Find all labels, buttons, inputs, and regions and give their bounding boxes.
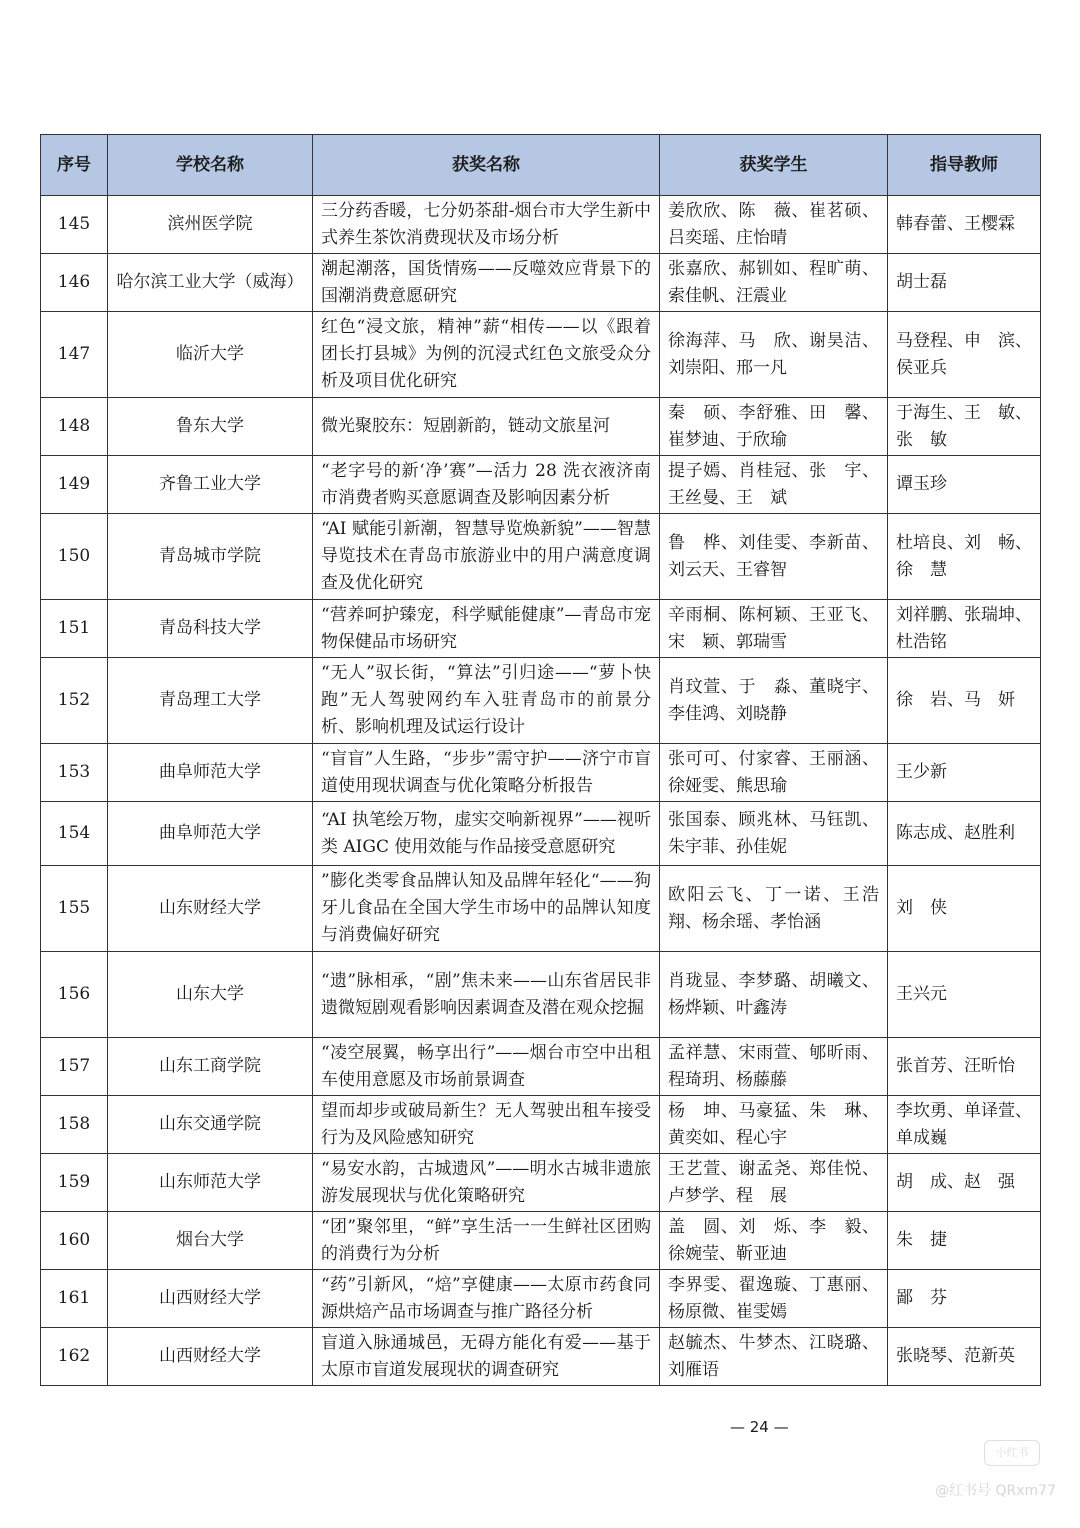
header-students: 获奖学生 bbox=[660, 135, 888, 196]
table-row bbox=[41, 1328, 1041, 1386]
cell-teachers: 徐 岩、马 妍 bbox=[888, 658, 1041, 744]
cell-teachers: 王少新 bbox=[888, 744, 1041, 802]
cell-students: 李界雯、翟逸璇、丁惠丽、杨原微、崔雯嫣 bbox=[660, 1270, 888, 1328]
cell-num: 145 bbox=[41, 196, 108, 254]
cell-students: 杨 坤、马豪猛、朱 琳、黄奕如、程心宇 bbox=[660, 1096, 888, 1154]
cell-title: “盲盲”人生路，“步步”需守护——济宁市盲道使用现状调查与优化策略分析报告 bbox=[313, 744, 660, 802]
cell-num: 153 bbox=[41, 744, 108, 802]
cell-num: 151 bbox=[41, 600, 108, 658]
cell-students: 赵毓杰、牛梦杰、江晓璐、刘雁语 bbox=[660, 1328, 888, 1386]
cell-title: “老字号的新‘净’赛”—活力 28 洗衣液济南市消费者购买意愿调查及影响因素分析 bbox=[313, 456, 660, 514]
cell-title: “药”引新风，“焙”享健康——太原市药食同源烘焙产品市场调查与推广路径分析 bbox=[313, 1270, 660, 1328]
table-row bbox=[41, 1154, 1041, 1212]
cell-students: 张嘉欣、郝钏如、程旷萌、索佳帆、汪震业 bbox=[660, 254, 888, 312]
cell-teachers: 谭玉珍 bbox=[888, 456, 1041, 514]
cell-title: “遗”脉相承，“剧”焦未来——山东省居民非遗微短剧观看影响因素调查及潜在观众挖掘 bbox=[313, 952, 660, 1038]
cell-num: 154 bbox=[41, 802, 108, 866]
awards-table bbox=[40, 134, 1041, 1386]
cell-title: ”膨化类零食品牌认知及品牌年轻化“——狗牙儿食品在全国大学生市场中的品牌认知度与消费偏好研究 bbox=[313, 866, 660, 952]
table-header-row bbox=[41, 135, 1041, 196]
cell-students: 欧阳云飞、丁一诺、王浩翔、杨余瑶、孝怡涵 bbox=[660, 866, 888, 952]
header-title: 获奖名称 bbox=[313, 135, 660, 196]
table-row bbox=[41, 514, 1041, 600]
cell-students: 王艺萱、谢孟尧、郑佳悦、卢梦学、程 展 bbox=[660, 1154, 888, 1212]
cell-students: 秦 硕、李舒雅、田 馨、崔梦迪、于欣瑜 bbox=[660, 398, 888, 456]
cell-title: 三分药香暖，七分奶茶甜-烟台市大学生新中式养生茶饮消费现状及市场分析 bbox=[313, 196, 660, 254]
cell-teachers: 胡士磊 bbox=[888, 254, 1041, 312]
cell-school: 青岛城市学院 bbox=[108, 514, 313, 600]
cell-teachers: 马登程、申 滨、侯亚兵 bbox=[888, 312, 1041, 398]
cell-num: 147 bbox=[41, 312, 108, 398]
cell-num: 150 bbox=[41, 514, 108, 600]
cell-school: 山西财经大学 bbox=[108, 1328, 313, 1386]
cell-teachers: 张首芳、汪昕怡 bbox=[888, 1038, 1041, 1096]
cell-num: 157 bbox=[41, 1038, 108, 1096]
cell-num: 156 bbox=[41, 952, 108, 1038]
table-row bbox=[41, 312, 1041, 398]
cell-students: 盖 圆、刘 烁、李 毅、徐婉莹、靳亚迪 bbox=[660, 1212, 888, 1270]
cell-students: 提子嫣、肖桂冠、张 宇、王丝曼、王 斌 bbox=[660, 456, 888, 514]
cell-title: 红色“浸文旅，精神”薪“相传——以《跟着团长打县城》为例的沉浸式红色文旅受众分析及项目优化研究 bbox=[313, 312, 660, 398]
cell-num: 161 bbox=[41, 1270, 108, 1328]
table-row bbox=[41, 802, 1041, 866]
page-number: — 24 — bbox=[730, 1418, 789, 1436]
cell-school: 齐鲁工业大学 bbox=[108, 456, 313, 514]
cell-school: 山东财经大学 bbox=[108, 866, 313, 952]
table-row bbox=[41, 658, 1041, 744]
cell-school: 山东工商学院 bbox=[108, 1038, 313, 1096]
cell-title: “团”聚邻里，“鲜”享生活一一生鲜社区团购的消费行为分析 bbox=[313, 1212, 660, 1270]
cell-teachers: 胡 成、赵 强 bbox=[888, 1154, 1041, 1212]
cell-school: 鲁东大学 bbox=[108, 398, 313, 456]
cell-school: 山东师范大学 bbox=[108, 1154, 313, 1212]
cell-students: 辛雨桐、陈柯颖、王亚飞、宋 颖、郭瑞雪 bbox=[660, 600, 888, 658]
table-row bbox=[41, 600, 1041, 658]
cell-school: 曲阜师范大学 bbox=[108, 744, 313, 802]
cell-title: 微光聚胶东：短剧新韵，链动文旅星河 bbox=[313, 398, 660, 456]
cell-title: “营养呵护臻宠，科学赋能健康”—青岛市宠物保健品市场研究 bbox=[313, 600, 660, 658]
cell-teachers: 王兴元 bbox=[888, 952, 1041, 1038]
cell-school: 滨州医学院 bbox=[108, 196, 313, 254]
cell-school: 临沂大学 bbox=[108, 312, 313, 398]
cell-school: 青岛科技大学 bbox=[108, 600, 313, 658]
table-row bbox=[41, 866, 1041, 952]
cell-students: 肖玟萱、于 淼、董晓宇、李佳鸿、刘晓静 bbox=[660, 658, 888, 744]
header-school: 学校名称 bbox=[108, 135, 313, 196]
cell-title: 潮起潮落，国货情殇——反噬效应背景下的国潮消费意愿研究 bbox=[313, 254, 660, 312]
cell-students: 鲁 桦、刘佳雯、李新苗、刘云天、王睿智 bbox=[660, 514, 888, 600]
cell-num: 152 bbox=[41, 658, 108, 744]
cell-teachers: 李坎勇、单译萱、单成巍 bbox=[888, 1096, 1041, 1154]
cell-students: 肖珑显、李梦璐、胡曦文、杨烨颖、叶鑫涛 bbox=[660, 952, 888, 1038]
cell-school: 青岛理工大学 bbox=[108, 658, 313, 744]
cell-teachers: 刘 侠 bbox=[888, 866, 1041, 952]
table-row bbox=[41, 398, 1041, 456]
cell-school: 山西财经大学 bbox=[108, 1270, 313, 1328]
cell-title: 望而却步或破局新生？无人驾驶出租车接受行为及风险感知研究 bbox=[313, 1096, 660, 1154]
cell-students: 孟祥慧、宋雨萱、郇昕雨、程琦玥、杨藤藤 bbox=[660, 1038, 888, 1096]
cell-school: 山东交通学院 bbox=[108, 1096, 313, 1154]
cell-title: “易安水韵，古城遗风”——明水古城非遗旅游发展现状与优化策略研究 bbox=[313, 1154, 660, 1212]
table-row bbox=[41, 254, 1041, 312]
cell-teachers: 于海生、王 敏、张 敏 bbox=[888, 398, 1041, 456]
header-teachers: 指导教师 bbox=[888, 135, 1041, 196]
cell-teachers: 鄙 芬 bbox=[888, 1270, 1041, 1328]
cell-students: 张可可、付家睿、王丽涵、徐娅雯、熊思瑜 bbox=[660, 744, 888, 802]
cell-school: 山东大学 bbox=[108, 952, 313, 1038]
cell-teachers: 朱 捷 bbox=[888, 1212, 1041, 1270]
cell-school: 烟台大学 bbox=[108, 1212, 313, 1270]
cell-title: “凌空展翼，畅享出行”——烟台市空中出租车使用意愿及市场前景调查 bbox=[313, 1038, 660, 1096]
table-row bbox=[41, 196, 1041, 254]
cell-teachers: 刘祥鹏、张瑞坤、杜浩铭 bbox=[888, 600, 1041, 658]
watermark-badge: 小红书 bbox=[984, 1440, 1040, 1466]
cell-teachers: 张晓琴、范新英 bbox=[888, 1328, 1041, 1386]
cell-title: “AI 执笔绘万物，虚实交响新视界”——视听类 AIGC 使用效能与作品接受意愿研究 bbox=[313, 802, 660, 866]
table-row bbox=[41, 1270, 1041, 1328]
cell-school: 哈尔滨工业大学（威海） bbox=[108, 254, 313, 312]
header-num: 序号 bbox=[41, 135, 108, 196]
cell-num: 149 bbox=[41, 456, 108, 514]
table-row bbox=[41, 952, 1041, 1038]
cell-teachers: 韩春蕾、王樱霖 bbox=[888, 196, 1041, 254]
cell-num: 146 bbox=[41, 254, 108, 312]
cell-num: 158 bbox=[41, 1096, 108, 1154]
cell-title: 盲道入脉通城邑，无碍方能化有爱——基于太原市盲道发展现状的调查研究 bbox=[313, 1328, 660, 1386]
cell-title: “AI 赋能引新潮，智慧导览焕新貌”——智慧导览技术在青岛市旅游业中的用户满意度调查及优化研究 bbox=[313, 514, 660, 600]
table-row bbox=[41, 1212, 1041, 1270]
cell-num: 159 bbox=[41, 1154, 108, 1212]
cell-num: 148 bbox=[41, 398, 108, 456]
cell-num: 162 bbox=[41, 1328, 108, 1386]
cell-students: 张国泰、顾兆林、马钰凯、朱宇菲、孙佳妮 bbox=[660, 802, 888, 866]
watermark-text: @红书号 QRxm77 bbox=[935, 1483, 1056, 1499]
cell-num: 155 bbox=[41, 866, 108, 952]
cell-teachers: 陈志成、赵胜利 bbox=[888, 802, 1041, 866]
table-row bbox=[41, 744, 1041, 802]
cell-teachers: 杜培良、刘 畅、徐 慧 bbox=[888, 514, 1041, 600]
cell-school: 曲阜师范大学 bbox=[108, 802, 313, 866]
cell-title: “无人”驭长街，“算法”引归途——“萝卜快跑”无人驾驶网约车入驻青岛市的前景分析、影响机理及试运行设计 bbox=[313, 658, 660, 744]
table-row bbox=[41, 1038, 1041, 1096]
cell-students: 姜欣欣、陈 薇、崔茗硕、吕奕瑶、庄怡晴 bbox=[660, 196, 888, 254]
table-row bbox=[41, 1096, 1041, 1154]
table-row bbox=[41, 456, 1041, 514]
cell-students: 徐海萍、马 欣、谢昊洁、刘崇阳、邢一凡 bbox=[660, 312, 888, 398]
cell-num: 160 bbox=[41, 1212, 108, 1270]
